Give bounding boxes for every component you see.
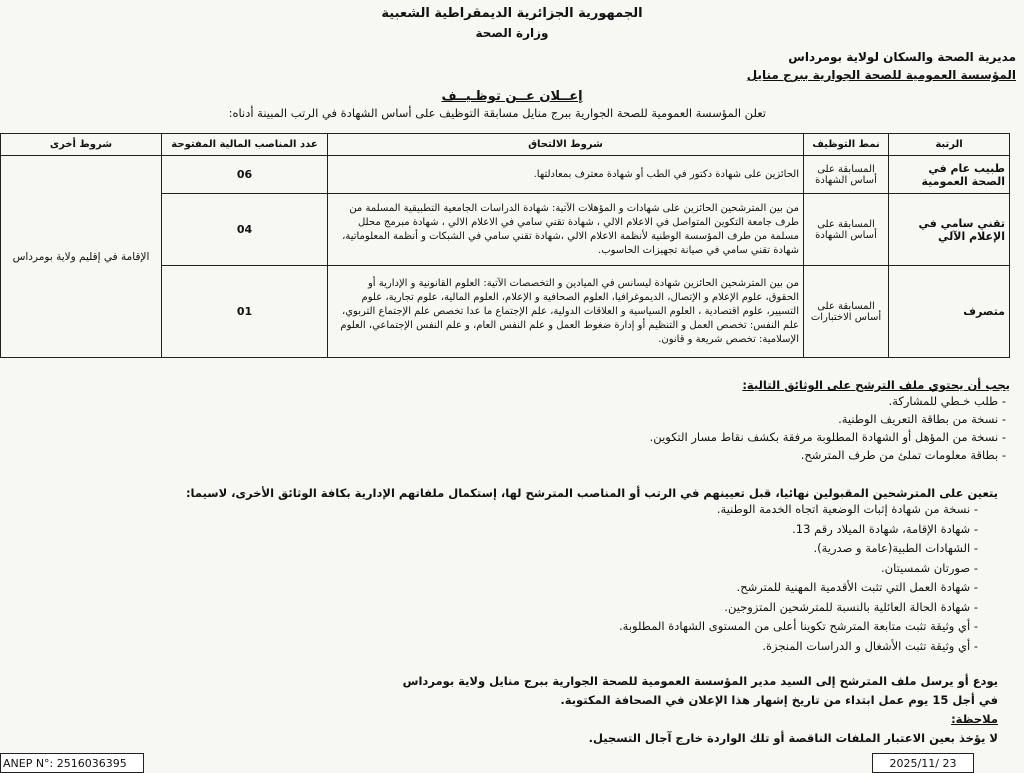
cell-positions: 04 [162, 194, 328, 266]
table-row [1, 156, 1010, 194]
col-header-conditions: شروط الالتحاق [328, 134, 804, 156]
positions-table [0, 133, 1010, 358]
announcement-title: إعــلان عــن توظـيــف [441, 89, 583, 104]
cell-conditions: من بين المترشحين الحائزين على شهادات و المؤهلات الآتية: شهادة الدراسات الجامعية التطبيقية المسلمة من طرف جامعة التكوين المتواصل في الاعلام الالي ، شهادة تقني سامي في الاعلام الالي ، شهادة مبرمج محلل مسلمة من طرف المؤسسة الوطنية لأنظمة الاعلام الالي ،شهادة تقني سامي في الشبكات و أنظمة المعلوماتية، شهادة تقني سامي في صيانة تجهيزات الحاسوب. [328, 194, 804, 266]
republic-header: الجمهورية الجزائرية الديمقراطية الشعبية [381, 6, 643, 21]
ministry-header: وزارة الصحة [475, 26, 549, 40]
institution-header: المؤسسة العمومية للصحة الجوارية ببرج منايل [746, 68, 1016, 82]
note-label: ملاحظة: [951, 712, 998, 726]
note-text: لا يؤخذ بعين الاعتبار الملفات الناقصة أو تلك الواردة خارج آجال التسجيل. [588, 731, 998, 745]
cell-rank: تقني سامي في الإعلام الآلي [889, 194, 1010, 266]
cell-other-conditions: الإقامة في إقليم ولاية بومرداس [1, 156, 162, 358]
col-header-rank: الرتبة [889, 134, 1010, 156]
list-item: - نسخة من المؤهل أو الشهادة المطلوبة مرفقة بكشف نقاط مسار التكوين. [649, 430, 1006, 444]
announcement-intro: تعلن المؤسسة العمومية للصحة الجوارية ببرج منايل مسابقة التوظيف على أساس الشهادة في الرتب المبينة أدناه: [228, 106, 766, 120]
list-item: - نسخة من بطاقة التعريف الوطنية. [838, 412, 1006, 426]
cell-positions: 06 [162, 156, 328, 194]
cell-mode: المسابقة على أساس الشهادة [804, 156, 889, 194]
final-documents-heading: يتعين على المترشحين المقبولين نهائيا، قبل تعيينهم في الرتب أو المناصب المترشح لها، إستكمال ملفاتهم الإدارية بكافة الوثائق الأخرى، لاسيما: [185, 486, 998, 500]
list-item: - أي وثيقة تثبت الأشغال و الدراسات المنجزة. [762, 638, 978, 653]
closing-section [403, 672, 998, 748]
cell-conditions: من بين المترشحين الحائزين شهادة ليسانس في الميادين و التخصصات الآتية: العلوم القانونية و الإدارية أو الحقوق، علوم الإعلام و الإتصال، الديموغرافيا، العلوم الصحافية و الإعلام، العلوم المالية، علوم تجارية، علوم التسيير، علوم اقتصادية ، العلوم السياسية و العلاقات الدولية، علم الإجتماع ما عدا تخصص علم الإجتماع التربوي، علم النفس: تخصص العمل و التنظيم أو إدارة ضغوط العمل و علم النفس العام، و علم النفس الإجتماعي، العلوم الإسلامية: تخصص شريعة و قانون. [328, 266, 804, 358]
required-documents-heading: يجب أن يحتوي ملف الترشح على الوثائق التالية: [742, 378, 1010, 392]
publication-date: 2025/11/ 23 [872, 753, 974, 773]
submission-instructions: يودع أو يرسل ملف المترشح إلى السيد مدير المؤسسة العمومية للصحة الجوارية ببرج منايل ولاية بومرداس [402, 674, 998, 688]
col-header-positions: عدد المناصب المالية المفتوحة [162, 134, 328, 156]
table-header-row [1, 134, 1010, 156]
submission-deadline: في أجل 15 يوم عمل ابتداء من تاريخ إشهار هذا الإعلان في الصحافة المكتوبة. [560, 693, 998, 707]
cell-mode: المسابقة على أساس الاختبارات [804, 266, 889, 358]
directorate-header: مديرية الصحة والسكان لولاية بومرداس [788, 50, 1016, 64]
cell-conditions: الحائزين على شهادة دكتور في الطب أو شهادة معترف بمعادلتها. [328, 156, 804, 194]
required-documents [650, 378, 1010, 464]
list-item: - نسخة من شهادة إثبات الوضعية اتجاه الخدمة الوطنية. [716, 502, 978, 516]
list-item: - صورتان شمسيتان. [881, 560, 978, 575]
col-header-other: شروط أخرى [1, 134, 162, 156]
list-item: - شهادة الإقامة، شهادة الميلاد رقم 13. [792, 521, 978, 536]
final-documents [186, 486, 998, 656]
cell-rank: طبيب عام في الصحة العمومية [889, 156, 1010, 194]
list-item: - شهادة العمل التي تثبت الأقدمية المهنية للمترشح. [736, 580, 978, 594]
list-item: - أي وثيقة تثبت متابعة المترشح تكوينا أعلى من المستوى الشهادة المطلوبة. [619, 619, 978, 633]
anep-number: ANEP N°: 2516036395 [0, 753, 144, 773]
cell-rank: متصرف [889, 266, 1010, 358]
cell-mode: المسابقة على أساس الشهادة [804, 194, 889, 266]
cell-positions: 01 [162, 266, 328, 358]
list-item: - بطاقة معلومات تملئ من طرف المترشح. [800, 448, 1006, 462]
col-header-mode: نمط التوظيف [804, 134, 889, 156]
list-item: - طلب خـطي للمشاركة. [888, 394, 1006, 408]
list-item: - الشهادات الطبية(عامة و صدرية). [813, 541, 978, 555]
list-item: - شهادة الحالة العائلية بالنسبة للمترشحين المتزوجين. [724, 599, 978, 614]
